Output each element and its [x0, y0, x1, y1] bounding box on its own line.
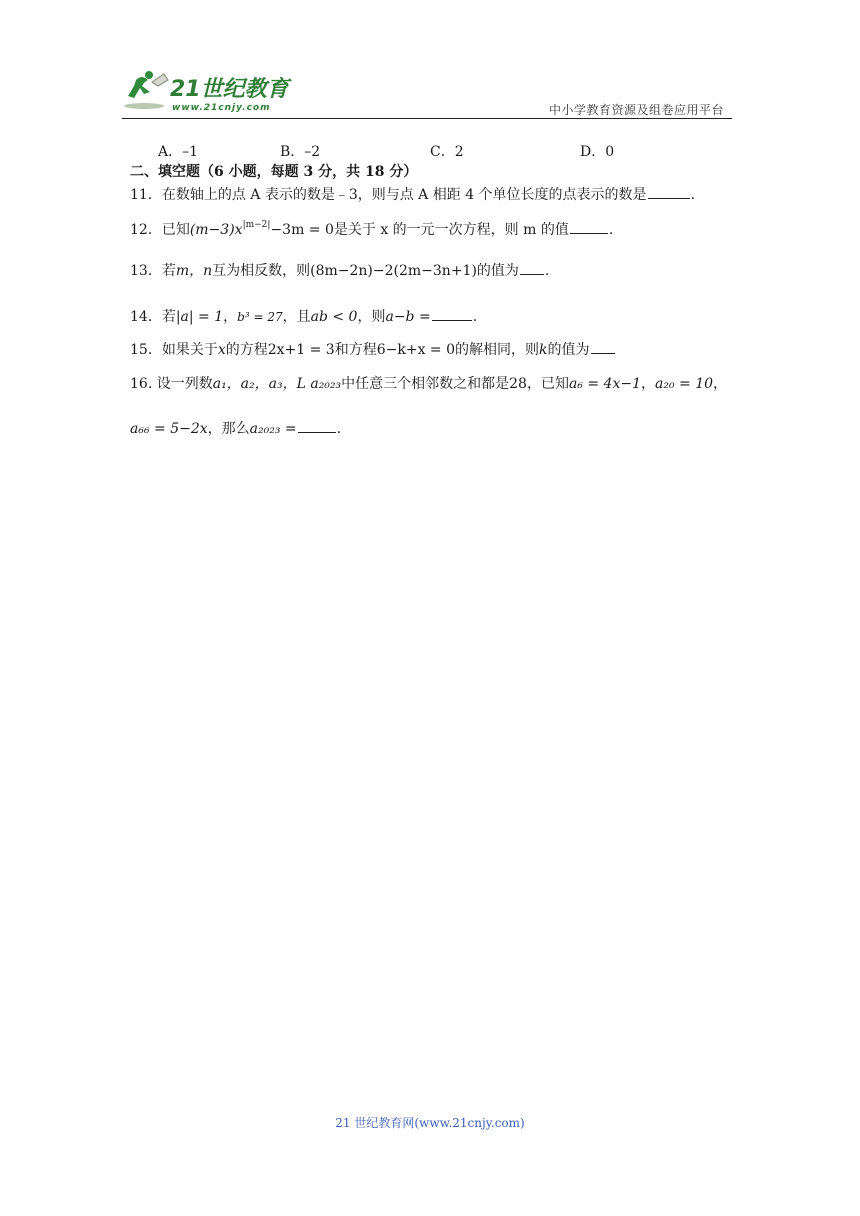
footer-source[interactable]: 21 世纪教育网(www.21cnjy.com) — [335, 1116, 525, 1130]
q14-sep3: ，则 — [357, 309, 386, 325]
q15-text2: 和方程 — [334, 342, 377, 358]
q15-var-x: x — [217, 342, 226, 358]
question-11 — [130, 184, 695, 205]
q12-eq-part2: −3m = 0 — [270, 222, 334, 238]
choice-c: C．2 — [430, 144, 464, 160]
q11-text: 11．在数轴上的点 A 表示的数是﹣3，则与点 A 相距 4 个单位长度的点表示的数是 — [130, 187, 647, 203]
q16-a2023: a₂₀₂₃ = — [249, 421, 297, 437]
q14-period: . — [472, 309, 478, 325]
q14-number: 14．若 — [130, 309, 176, 325]
section-title: 二、填空题（6 小题，每题 3 分，共 18 分） — [130, 164, 418, 180]
q16-a6: a₆ = 4x−1 — [568, 376, 641, 392]
q11-period: . — [690, 187, 696, 203]
q12-number: 12．已知 — [130, 222, 190, 238]
question-14 — [130, 306, 477, 327]
question-12 — [130, 215, 613, 240]
choice-a: A．–1 — [158, 144, 199, 160]
question-15 — [130, 339, 616, 360]
q15-var-k: k — [539, 342, 548, 358]
q12-text: 是关于 x 的一元一次方程，则 m 的值 — [333, 222, 569, 238]
header-divider — [122, 118, 732, 119]
q15-text1: 的方程 — [225, 342, 268, 358]
q16-answer-blank — [298, 418, 336, 433]
question-16-line1 — [130, 374, 727, 394]
q13-vars: m，n — [175, 263, 213, 279]
q16-a66: a₆₆ = 5−2x — [130, 421, 208, 437]
question-16-line2 — [130, 418, 341, 439]
choice-b: B．–2 — [280, 144, 321, 160]
q14-b-cube: b³ = 27 — [237, 310, 283, 324]
q16-sep2: ， — [713, 376, 728, 392]
logo-21cnjy — [122, 70, 297, 116]
question-13 — [130, 260, 549, 281]
q12-equation — [190, 222, 334, 238]
q13-period: . — [544, 263, 550, 279]
q14-answer-blank — [432, 306, 472, 321]
q16-text2: ，已知 — [526, 376, 569, 392]
q16-a20: a₂₀ = 10 — [655, 376, 714, 392]
q14-sep2: ，且 — [282, 309, 311, 325]
q15-equation1: 2x+1 = 3 — [267, 342, 335, 358]
q12-eq-part1: (m−3)x — [189, 222, 243, 238]
q16-sum: 28 — [509, 376, 527, 392]
q14-abs-a: |a| = 1 — [175, 309, 224, 325]
q14-sep: ， — [223, 309, 238, 325]
q16-text1: 中任意三个相邻数之和都是 — [341, 376, 510, 392]
logo-url: www.21cnjy.com — [172, 103, 271, 113]
q12-answer-blank — [570, 219, 608, 234]
q15-answer-blank — [591, 339, 615, 354]
q16-number: 16. 设一列数 — [130, 376, 213, 392]
choice-d: D．0 — [580, 144, 615, 160]
q13-expression: (8m−2n)−2(2m−3n+1) — [310, 263, 477, 279]
q15-tail: 的值为 — [547, 342, 590, 358]
q14-condition: ab < 0 — [310, 309, 358, 325]
q13-number: 13．若 — [130, 263, 176, 279]
q16-sequence: a₁，a₂，a₃，L a₂₀₂₃ — [212, 376, 342, 392]
page-header — [122, 68, 732, 120]
q11-answer-blank — [648, 184, 690, 199]
platform-name: 中小学教育资源及组卷应用平台 — [548, 103, 724, 117]
q12-exponent: |m−2| — [242, 220, 271, 230]
q13-tail: 的值为 — [476, 263, 519, 279]
q14-expression: a−b = — [385, 309, 431, 325]
q16-text3: ，那么 — [207, 421, 250, 437]
logo-text: 21世纪教育 — [170, 77, 289, 102]
q12-period: . — [608, 222, 614, 238]
q15-number: 15．如果关于 — [130, 342, 218, 358]
q13-text: 互为相反数，则 — [212, 263, 311, 279]
q16-sep: ， — [641, 376, 655, 392]
q16-period: . — [336, 421, 342, 437]
q15-text3: 的解相同，则 — [455, 342, 540, 358]
choice-row — [130, 138, 730, 160]
q13-answer-blank — [520, 260, 544, 275]
q15-equation2: 6−k+x = 0 — [376, 342, 456, 358]
